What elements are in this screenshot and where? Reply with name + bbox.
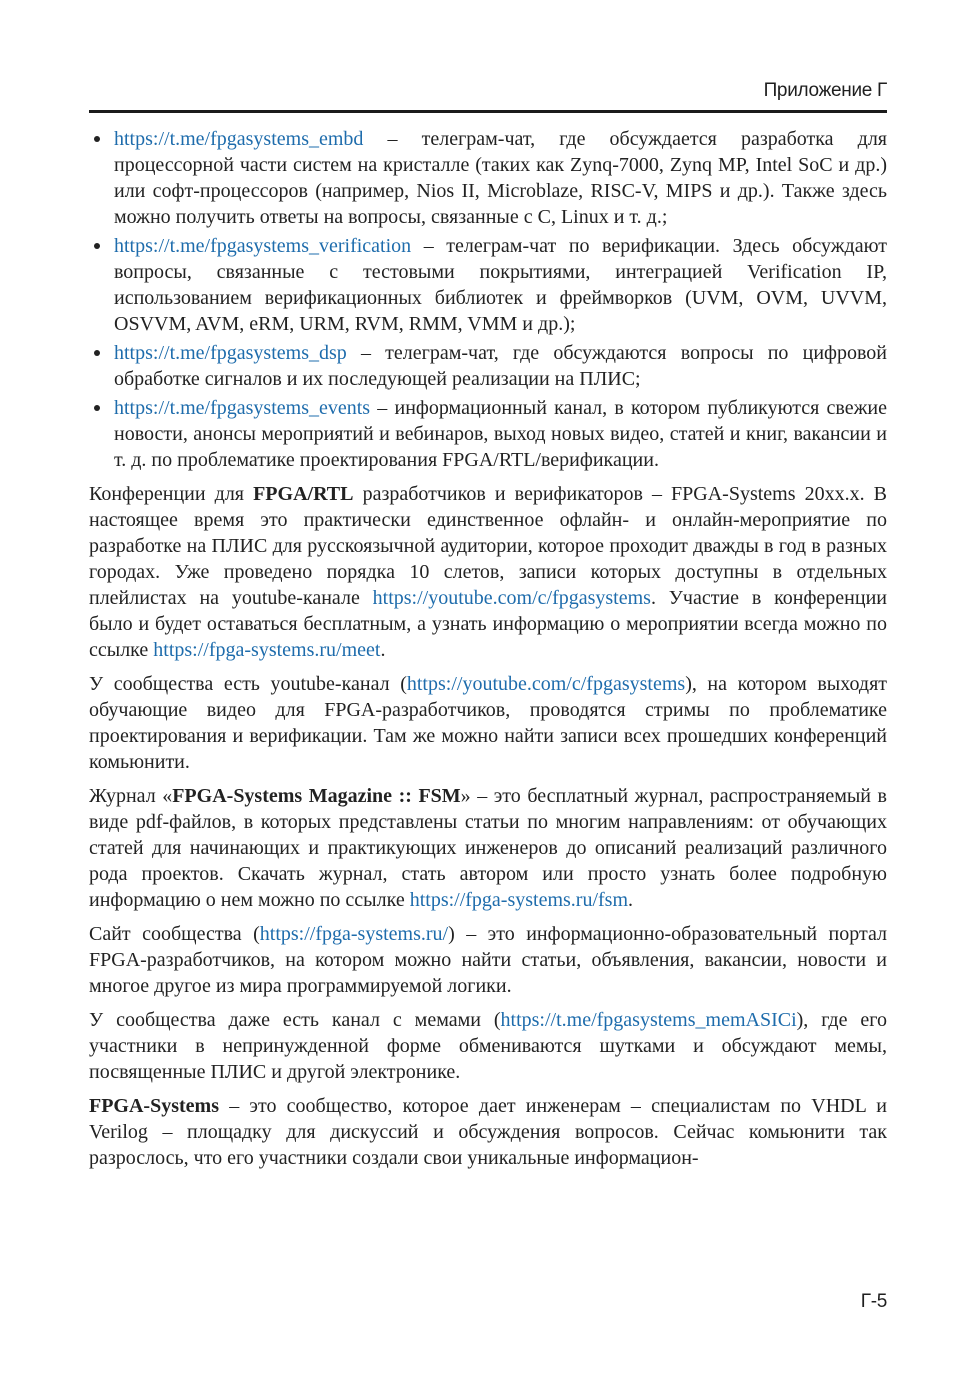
content-area [89,0,887,1179]
link-fpga-systems-site[interactable]: https://fpga-systems.ru/ [259,923,449,945]
page-number: Г-5 [860,1291,887,1312]
bullet-icon [94,350,100,356]
paragraph-text: Конференции для [89,483,254,505]
link-youtube-fpgasystems[interactable]: https://youtube.com/c/fpgasystems [406,673,686,695]
list-item-embd [89,126,887,230]
paragraph-text: ), на котором выходят обучающие видео для FPGA-разработчиков, проводятся стримы по проблематике проектирования и верификации. Там же можно найти записи всех прошедших конференций комьюнити. [89,673,888,773]
paragraph-text: ), где его участники в непринужденной форме обмениваются шутками и обсуждают мемы, посвященные ПЛИС и другой электронике. [89,1009,887,1083]
paragraph-text: . Участие в конференции было и будет оставаться бесплатным, а узнать информацию о мероприятии всегда можно по ссылке [89,587,887,661]
paragraph-youtube [89,671,887,775]
list-item-text: – телеграм-чат, где обсуждается разработка для процессорной части систем на кристалле (таких как Zynq-7000, Zynq MP, Intel SoC и др.) или софт-процессоров (например, Nios II, Microblaze, RISC-V, MIPS и др.). Также здесь можно получить ответы на вопросы, связанные с C, Linux и т. д.; [114,128,887,228]
paragraph-text: . [628,889,634,911]
header-rule [89,110,887,113]
paragraph-text: У сообщества есть youtube-канал ( [89,673,407,695]
link-fpgasystems-memasici[interactable]: https://t.me/fpgasystems_memASICi [500,1009,797,1031]
link-fpga-systems-fsm[interactable]: https://fpga-systems.ru/fsm [409,889,629,911]
running-header [89,80,887,102]
bullet-icon [94,405,100,411]
paragraph-text: – это сообщество, которое дает инженерам – специалистам по VHDL и Verilog – площадку для дискуссий и обсуждения вопросов. Сейчас комьюнити так разрослось, что его участники создали свои уникальные информацион- [89,1095,887,1169]
bullet-icon [94,136,100,142]
link-fpga-systems-meet[interactable]: https://fpga-systems.ru/meet [153,639,381,661]
paragraph-conferences [89,481,887,663]
bullet-icon [94,243,100,249]
paragraph-text: У сообщества даже есть канал с мемами ( [89,1009,501,1031]
paragraph-text: Сайт сообщества ( [89,923,260,945]
paragraph-text: ) – это информационно-образовательный портал FPGA-разработчиков, на котором можно найти статьи, объявления, вакансии, новости и многое другое из мира программируемой логики. [89,923,888,997]
list-item-text: – телеграм-чат, где обсуждаются вопросы по цифровой обработке сигналов и их последующей реализации на ПЛИС; [114,342,887,390]
link-fpgasystems-dsp[interactable]: https://t.me/fpgasystems_dsp [114,342,347,364]
link-fpgasystems-embd[interactable]: https://t.me/fpgasystems_embd [114,128,364,150]
paragraph-text: » – это бесплатный журнал, распространяемый в виде pdf-файлов, в которых представлены статьи по многим направлениям: от обучающих статей для начинающих и практикующих инженеров до описаний реализаций различного рода проектов. Скачать журнал, стать автором или просто узнать более подробную информацию о нем можно по ссылке [89,785,887,911]
list-item-events [89,395,887,473]
paragraph-text: разработчиков и верификаторов – FPGA-Systems 20xx.x. В настоящее время это практически единственное офлайн- и онлайн-мероприятие по разработке на ПЛИС для русскоязычной аудитории, которое проходит дважды в год в разных городах. Уже проведено порядка 10 слетов, записи которых доступны в отдельных плейлистах на youtube-канале [89,483,887,609]
body-text [89,126,887,1171]
link-fpgasystems-events[interactable]: https://t.me/fpgasystems_events [114,397,371,419]
list-item-text: – информационный канал, в котором публикуются свежие новости, анонсы мероприятий и вебинаров, выход новых видео, статей и книг, вакансии и т. д. по проблематике проектирования FPGA/RTL/верификации. [114,397,887,471]
list-item-text: – телеграм-чат по верификации. Здесь обсуждают вопросы, связанные с тестовыми покрытиями, интеграцией Verification IP, использованием верификационных библиотек и фреймворков (UVM, OVM, UVVM, OSVVM, AVM, eRM, URM, RVM, RMM, VMM и др.); [114,235,887,335]
paragraph-memes [89,1007,887,1085]
bold-fpga-systems: FPGA-Systems [89,1095,219,1117]
bold-fpga-rtl: FPGA/RTL [253,483,354,505]
list-item-dsp [89,340,887,392]
link-fpgasystems-verification[interactable]: https://t.me/fpgasystems_verification [114,235,412,257]
telegram-channels-list [89,126,887,473]
paragraph-magazine [89,783,887,913]
paragraph-community [89,1093,887,1171]
paragraph-text: . [380,639,386,661]
link-youtube-fpgasystems[interactable]: https://youtube.com/c/fpgasystems [372,587,651,609]
appendix-header-label: Приложение Г [763,80,887,101]
list-item-verification [89,233,887,337]
bold-fsm-magazine: FPGA-Systems Magazine :: FSM [172,785,461,807]
paragraph-text: Журнал « [89,785,173,807]
paragraph-site [89,921,887,999]
